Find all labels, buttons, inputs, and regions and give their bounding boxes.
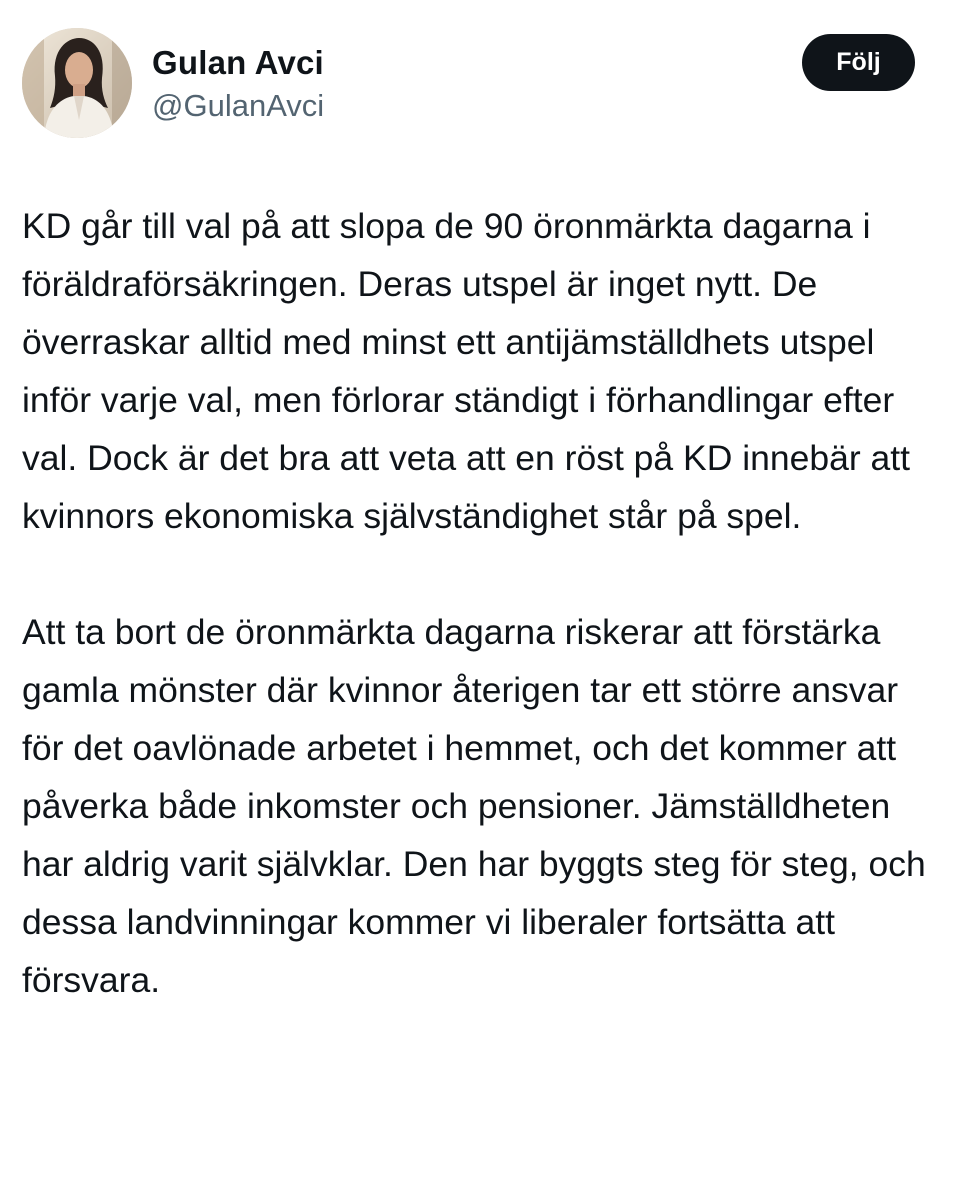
follow-button[interactable]: Följ [802, 34, 915, 91]
tweet-header [22, 28, 915, 140]
tweet-paragraph: Att ta bort de öronmärkta dagarna riskerar att förstärka gamla mönster där kvinnor återigen tar ett större ansvar för det oavlönade arbetet i hemmet, och det kommer att påverka både inkomster och pensioner. Jämställdheten har aldrig varit självklar. Den har byggts steg för steg, och dessa landvinningar kommer vi liberaler fortsätta att försvara. [22, 612, 926, 1000]
author-name[interactable]: Gulan Avci [152, 44, 324, 81]
avatar-photo-icon [22, 28, 132, 138]
tweet-text [22, 197, 937, 1009]
author-handle[interactable]: @GulanAvci [152, 88, 325, 123]
tweet-paragraph: KD går till val på att slopa de 90 öronmärkta dagarna i föräldraförsäkringen. Deras utspel är inget nytt. De överraskar alltid med minst ett antijämställdhets utspel inför varje val, men förlorar ständigt i förhandlingar efter val. Dock är det bra att veta att en röst på KD innebär att kvinnors ekonomiska självständighet står på spel. [22, 206, 910, 536]
avatar[interactable] [22, 28, 132, 138]
